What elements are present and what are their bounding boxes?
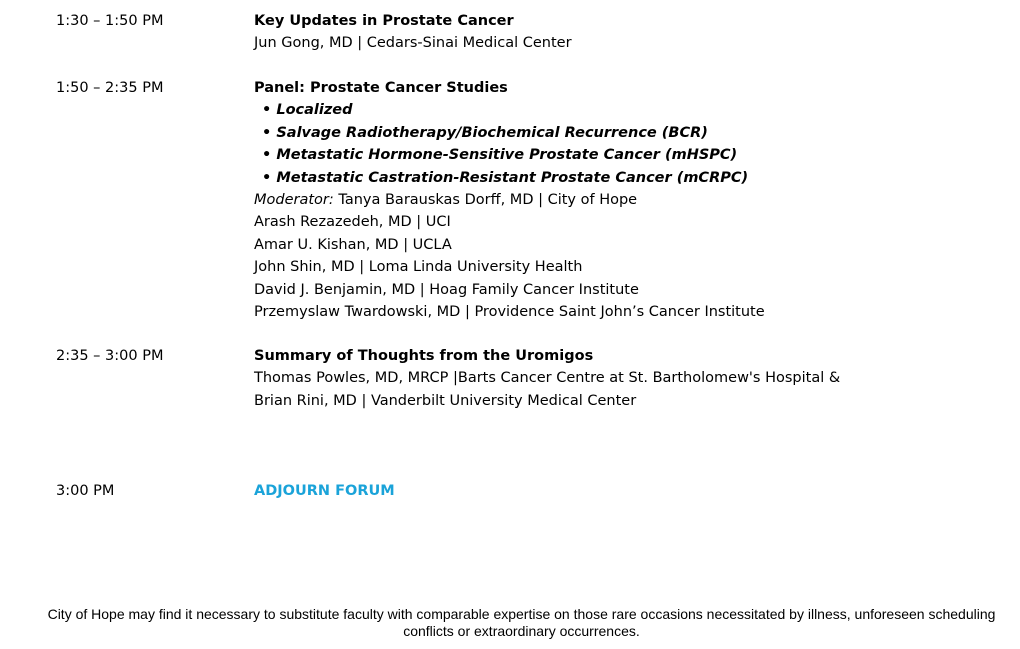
session-title: Panel: Prostate Cancer Studies [254, 80, 508, 96]
bullet-icon: • [262, 147, 272, 164]
speaker: David J. Benjamin, MD | Hoag Family Cancer Institute [254, 281, 639, 298]
speaker: Arash Rezazedeh, MD | UCI [254, 214, 451, 231]
topic-item [254, 167, 994, 189]
bullet-icon: • [262, 124, 272, 141]
adjourn-title: ADJOURN FORUM [254, 483, 395, 499]
moderator-line [254, 189, 994, 211]
session-time: 1:50 – 2:35 PM [56, 80, 164, 96]
moderator-label: Moderator: [254, 192, 334, 209]
session-content [254, 345, 994, 412]
bullet-icon: • [262, 102, 272, 119]
session-title: Key Updates in Prostate Cancer [254, 13, 514, 29]
topic-item [254, 144, 994, 166]
topic-label: Localized [276, 102, 353, 119]
footer-disclaimer: City of Hope may find it necessary to substitute faculty with comparable expertise on those rare occasions necessitated by illness, unforeseen scheduling conflicts or extraordinary occurrences. [47, 606, 996, 639]
speaker: John Shin, MD | Loma Linda University Health [254, 259, 583, 276]
topic-label: Metastatic Castration-Resistant Prostate Cancer (mCRPC) [276, 169, 749, 186]
topic-item [254, 122, 994, 144]
session-content [254, 480, 994, 502]
speaker: Thomas Powles, MD, MRCP |Barts Cancer Centre at St. Bartholomew's Hospital & [254, 370, 841, 387]
speaker: Amar U. Kishan, MD | UCLA [254, 236, 452, 253]
session-content [254, 77, 994, 323]
session-time: 1:30 – 1:50 PM [56, 13, 164, 29]
speaker: Brian Rini, MD | Vanderbilt University Medical Center [254, 392, 637, 409]
session-time: 3:00 PM [56, 483, 115, 499]
bullet-icon: • [262, 169, 272, 186]
speaker: Przemyslaw Twardowski, MD | Providence Saint John’s Cancer Institute [254, 304, 765, 321]
topic-item [254, 99, 994, 121]
topic-label: Salvage Radiotherapy/Biochemical Recurrence (BCR) [276, 124, 708, 141]
session-title: Summary of Thoughts from the Uromigos [254, 348, 594, 364]
moderator-name: Tanya Barauskas Dorff, MD | City of Hope [333, 192, 638, 209]
topic-label: Metastatic Hormone-Sensitive Prostate Cancer (mHSPC) [276, 147, 738, 164]
session-time: 2:35 – 3:00 PM [56, 348, 164, 364]
session-content [254, 10, 994, 55]
speaker: Jun Gong, MD | Cedars-Sinai Medical Center [254, 35, 572, 52]
